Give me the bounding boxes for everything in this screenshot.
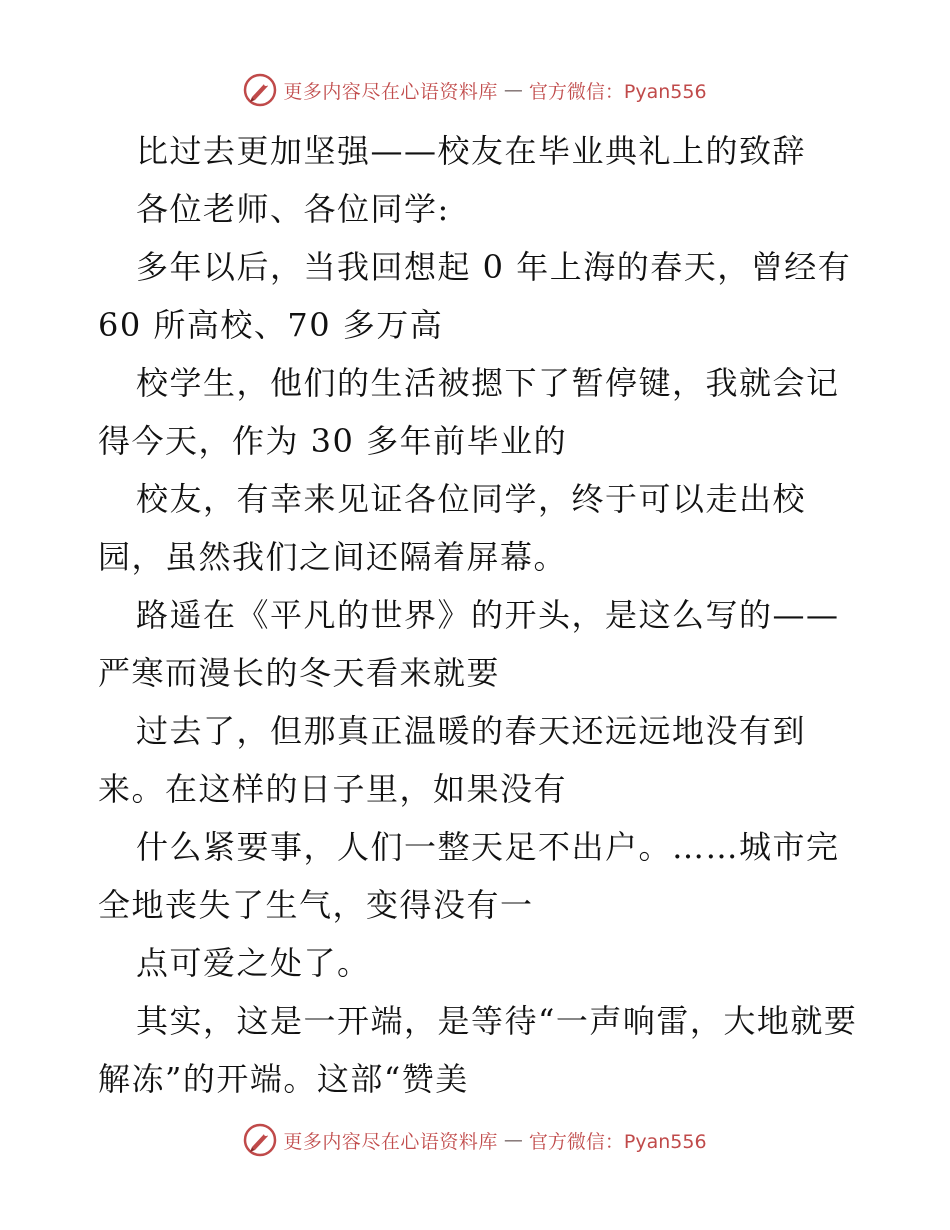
document-body — [98, 122, 858, 1108]
paragraph: 多年以后，当我回想起 0 年上海的春天，曾经有 60 所高校、70 多万高 — [98, 248, 852, 344]
paragraph: 校友，有幸来见证各位同学，终于可以走出校园，虽然我们之间还隔着屏幕。 — [98, 480, 807, 576]
paragraph: 其实，这是一开端，是等待“一声响雷，大地就要解冻”的开端。这部“赞美 — [98, 1002, 858, 1098]
banner-wechat: 官方微信：Pyan556 — [528, 80, 707, 103]
paragraph: 点可爱之处了。 — [136, 944, 371, 982]
banner-separator: — — [503, 1129, 523, 1151]
pen-logo-icon — [243, 1123, 277, 1157]
paragraph: 路遥在《平凡的世界》的开头，是这么写的——严寒而漫长的冬天看来就要 — [98, 596, 840, 692]
footer-banner — [0, 1120, 950, 1160]
banner-text: 更多内容尽在心语资料库 — [283, 80, 498, 103]
banner-wechat: 官方微信：Pyan556 — [528, 1130, 707, 1153]
salutation: 各位老师、各位同学: — [136, 190, 450, 228]
paragraph: 校学生，他们的生活被摁下了暂停键，我就会记得今天，作为 30 多年前毕业的 — [98, 364, 840, 460]
paragraph: 什么紧要事，人们一整天足不出户。……城市完全地丧失了生气，变得没有一 — [98, 828, 840, 924]
paragraph: 过去了，但那真正温暖的春天还远远地没有到来。在这样的日子里，如果没有 — [98, 712, 807, 808]
pen-logo-icon — [243, 73, 277, 107]
banner-text: 更多内容尽在心语资料库 — [283, 1130, 498, 1153]
header-banner — [0, 70, 950, 110]
document-title: 比过去更加坚强——校友在毕业典礼上的致辞 — [136, 132, 807, 170]
banner-separator: — — [503, 79, 523, 101]
